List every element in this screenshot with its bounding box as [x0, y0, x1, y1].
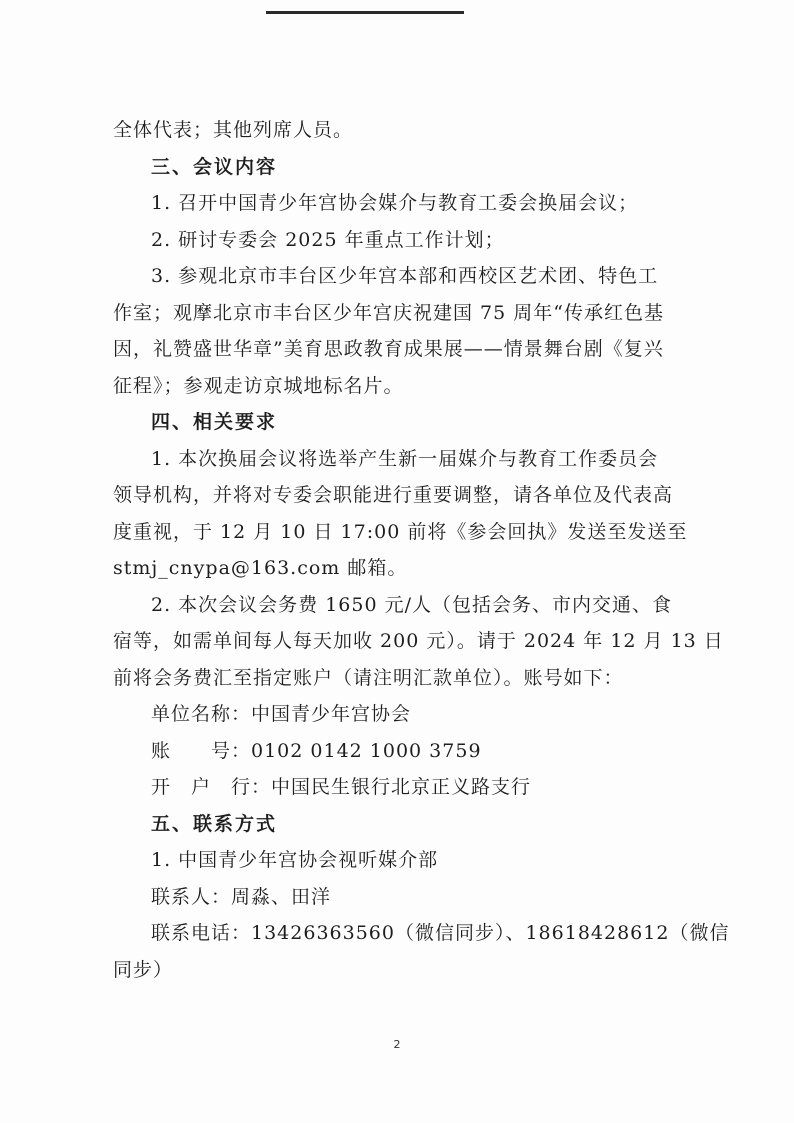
text-line: 征程》；参观走访京城地标名片。: [113, 374, 404, 397]
text-line: 作室；观摩北京市丰台区少年宫庆祝建国 75 周年“传承红色基: [113, 301, 664, 324]
section-heading-requirements: 四、相关要求: [151, 411, 278, 433]
contact-department: 1. 中国青少年宫协会视听媒介部: [151, 849, 439, 871]
contact-person: 联系人：周淼、田洋: [151, 885, 332, 908]
text-line: 1. 召开中国青少年宫协会媒介与教育工委会换届会议；: [151, 192, 639, 214]
text-line: 宿等，如需单间每人每天加收 200 元）。请于 2024 年 12 月 13 日: [113, 630, 724, 652]
text-line: 2. 研讨专委会 2025 年重点工作计划；: [151, 228, 505, 251]
contact-phone: 联系电话：13426363560（微信同步）、18618428612（微信: [151, 922, 730, 944]
text-line: 因，礼赞盛世华章”美育思政教育成果展——情景舞台剧《复兴: [113, 338, 664, 360]
text-line: 2. 本次会议会务费 1650 元/人（包括会务、市内交通、食: [151, 593, 673, 616]
document-body: [113, 112, 730, 988]
section-heading-contact: 五、联系方式: [151, 812, 278, 835]
text-line: 度重视，于 12 月 10 日 17:00 前将《参会回执》发送至发送至: [113, 520, 688, 543]
text-line: 同步）: [113, 958, 174, 981]
text-line: 前将会务费汇至指定账户（请注明汇款单位）。账号如下：: [113, 666, 624, 689]
email-line: stmj_cnypa@163.com 邮箱。: [113, 557, 408, 579]
text-line: 领导机构，并将对专委会职能进行重要调整，请各单位及代表高: [113, 484, 674, 506]
account-bank: 开 户 行：中国民生银行北京正义路支行: [151, 776, 532, 798]
account-number: 账 号：0102 0142 1000 3759: [151, 739, 482, 762]
top-edge-mark: [266, 11, 464, 14]
text-line: 3. 参观北京市丰台区少年宫本部和西校区艺术团、特色工: [151, 265, 659, 287]
account-name: 单位名称：中国青少年宫协会: [151, 703, 412, 725]
text-line: 全体代表；其他列席人员。: [113, 119, 354, 141]
section-heading-meeting-content: 三、会议内容: [151, 155, 278, 178]
text-line: 1. 本次换届会议将选举产生新一届媒介与教育工作委员会: [151, 447, 659, 470]
page-number: 2: [393, 1038, 401, 1051]
